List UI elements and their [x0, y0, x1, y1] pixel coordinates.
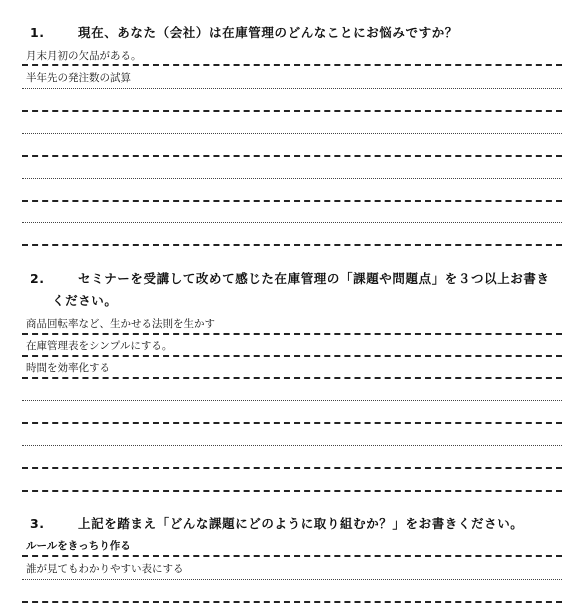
answer-rule	[22, 110, 562, 112]
question-text: セミナーを受講して改めて感じた在庫管理の「課題や問題点」を３つ以上お書き	[78, 271, 550, 286]
answer-rule	[22, 178, 562, 179]
answer-rule	[22, 467, 562, 469]
answer-rule	[22, 155, 562, 157]
answer-rule	[22, 400, 562, 401]
answer-rule	[22, 88, 562, 89]
answer-line[interactable]: 在庫管理表をシンプルにする。	[26, 340, 173, 352]
answer-rule	[22, 377, 562, 379]
answer-line[interactable]: ルールをきっちり作る	[26, 540, 131, 552]
answer-rule	[22, 422, 562, 424]
answer-rule	[22, 333, 562, 335]
answer-rule	[22, 200, 562, 202]
question-text: 現在、あなた（会社）は在庫管理のどんなことにお悩みですか？	[78, 25, 458, 40]
answer-line[interactable]: 時間を効率化する	[26, 362, 110, 374]
answer-rule	[22, 579, 562, 580]
question-text-continued: ください。	[52, 293, 118, 308]
answer-rule	[22, 490, 562, 492]
question-number: 3.	[30, 516, 45, 531]
question-number: 1.	[30, 25, 45, 40]
answer-rule	[22, 64, 562, 66]
answer-line[interactable]: 誰が見てもわかりやすい表にする	[26, 563, 184, 575]
answer-rule	[22, 222, 562, 223]
answer-rule	[22, 133, 562, 134]
answer-line[interactable]: 商品回転率など、生かせる法則を生かす	[26, 318, 215, 330]
answer-rule	[22, 555, 562, 557]
answer-line[interactable]: 半年先の発注数の試算	[26, 72, 131, 84]
answer-rule	[22, 244, 562, 246]
answer-rule	[22, 355, 562, 357]
answer-line[interactable]: 月末月初の欠品がある。	[26, 50, 142, 62]
answer-rule	[22, 445, 562, 446]
question-number: 2.	[30, 271, 45, 286]
question-text: 上記を踏まえ「どんな課題にどのように取り組むか？」をお書きください。	[78, 516, 524, 531]
answer-rule	[22, 601, 562, 603]
